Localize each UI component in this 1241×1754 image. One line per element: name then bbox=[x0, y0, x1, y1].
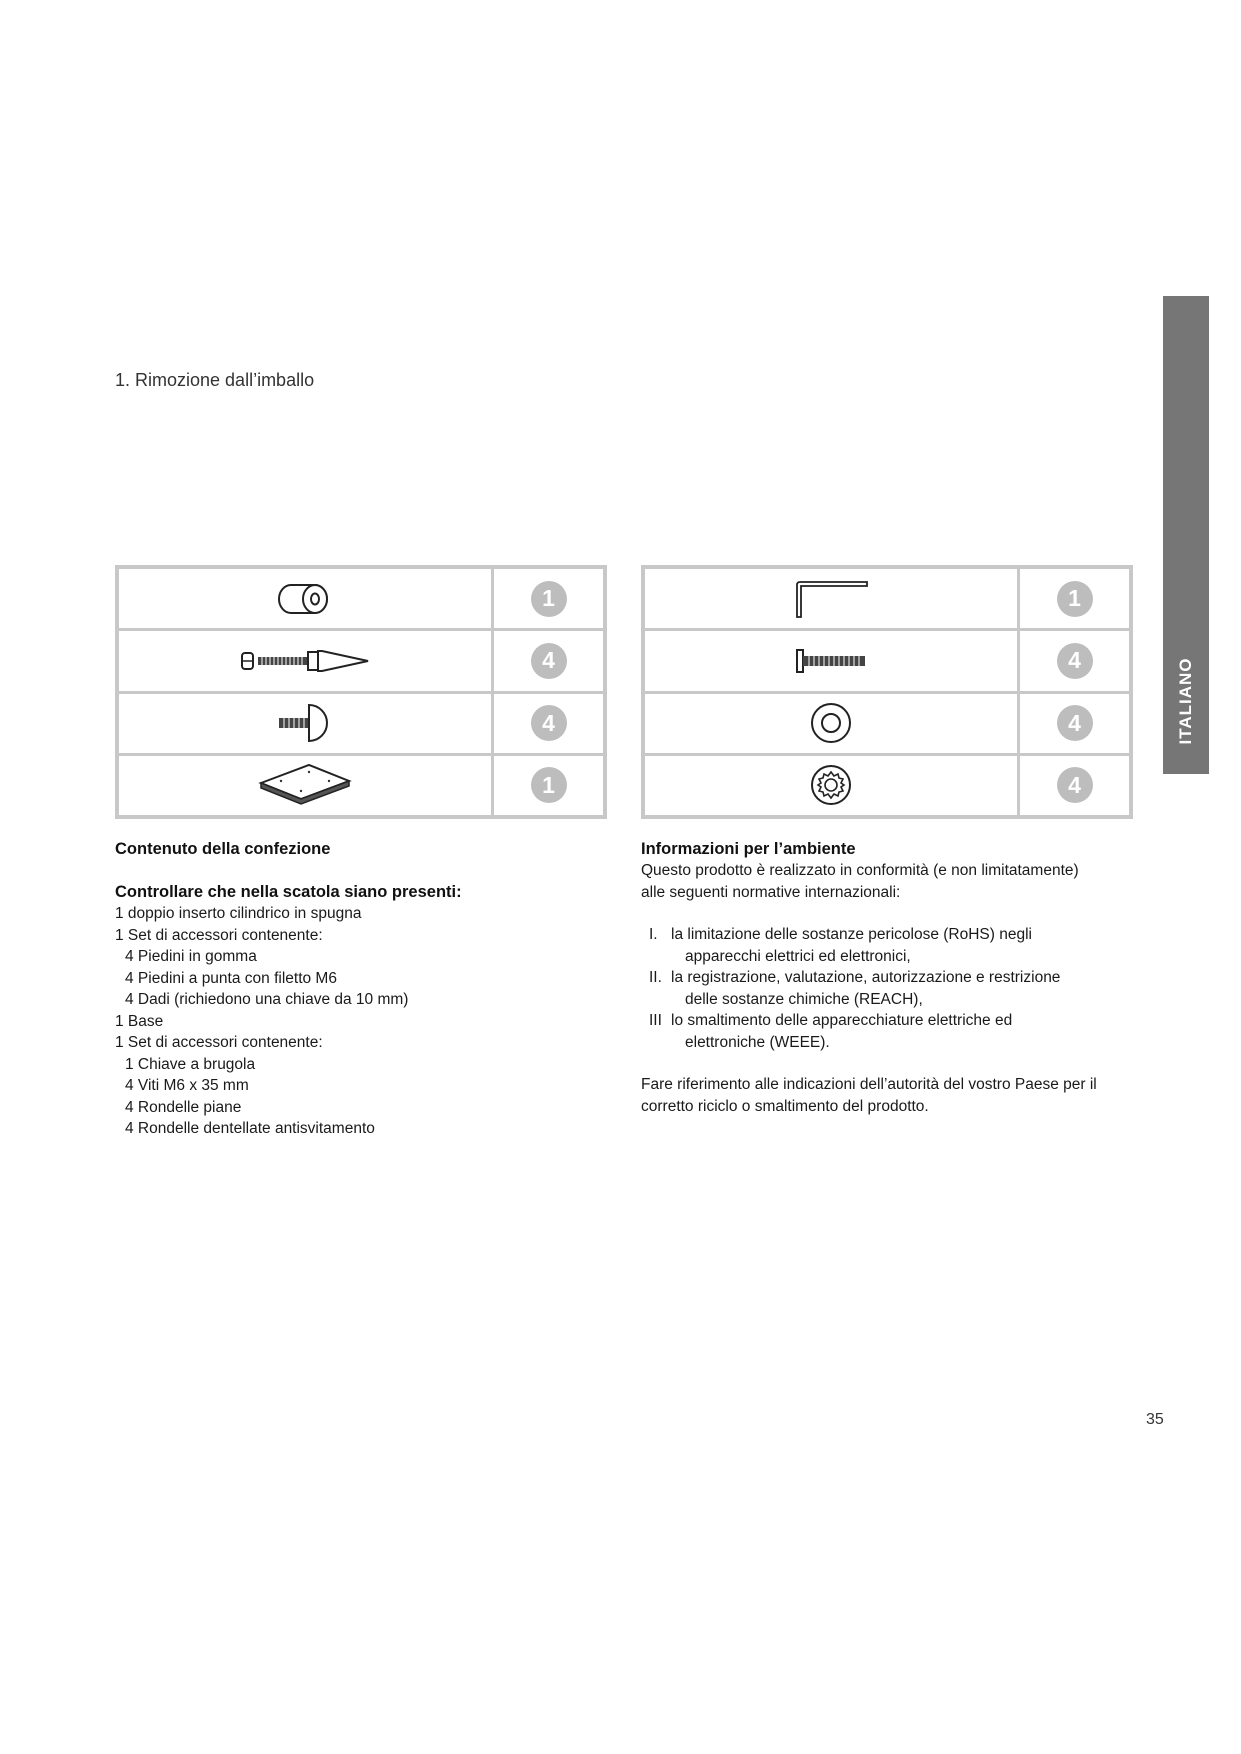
qty-badge: 4 bbox=[1057, 767, 1093, 803]
list-item: 1 Set di accessori contenente: bbox=[115, 1034, 323, 1051]
list-item-text: apparecchi elettrici ed elettronici, bbox=[685, 947, 911, 965]
part-illustration bbox=[119, 631, 491, 690]
part-illustration bbox=[119, 756, 491, 815]
list-item: 4 Dadi (richiedono una chiave da 10 mm) bbox=[125, 991, 409, 1008]
qty-badge: 1 bbox=[531, 581, 567, 617]
contents-heading: Contenuto della confezione bbox=[115, 840, 331, 858]
contents-list bbox=[115, 903, 605, 1140]
part-qty-cell bbox=[494, 569, 603, 628]
qty-badge: 1 bbox=[531, 767, 567, 803]
part-illustration bbox=[119, 694, 491, 753]
environment-heading: Informazioni per l’ambiente bbox=[641, 840, 856, 858]
part-illustration bbox=[645, 756, 1017, 815]
parts-table-left bbox=[115, 565, 607, 819]
environment-footer: Fare riferimento alle indicazioni dell’autorità del vostro Paese per il bbox=[641, 1076, 1097, 1093]
language-tab-label: ITALIANO bbox=[1176, 657, 1195, 745]
qty-badge: 4 bbox=[1057, 643, 1093, 679]
language-tab bbox=[1163, 296, 1209, 774]
list-item-text: elettroniche (WEEE). bbox=[685, 1033, 830, 1051]
part-qty-cell bbox=[494, 756, 603, 815]
list-item bbox=[641, 967, 1141, 989]
page-number: 35 bbox=[1146, 1411, 1164, 1428]
screw-m6-icon bbox=[795, 646, 867, 676]
part-illustration bbox=[119, 569, 491, 628]
list-item: 4 Piedini in gomma bbox=[125, 948, 257, 965]
spike-foot-with-nut-icon bbox=[240, 646, 370, 676]
part-qty-cell bbox=[1020, 756, 1129, 815]
qty-badge: 4 bbox=[1057, 705, 1093, 741]
package-contents bbox=[115, 838, 605, 1140]
list-item: 4 Piedini a punta con filetto M6 bbox=[125, 969, 337, 987]
list-item-number: II. bbox=[649, 969, 662, 986]
toothed-washer-icon bbox=[809, 763, 853, 807]
list-item-text: delle sostanze chimiche (REACH), bbox=[685, 990, 923, 1008]
part-qty-cell bbox=[1020, 569, 1129, 628]
list-item-number: III bbox=[649, 1012, 662, 1029]
part-qty-cell bbox=[1020, 631, 1129, 690]
qty-badge: 4 bbox=[531, 705, 567, 741]
list-item: 1 Base bbox=[115, 1012, 164, 1030]
part-illustration bbox=[645, 569, 1017, 628]
list-item-text: lo smaltimento delle apparecchiature elettriche ed bbox=[671, 1012, 1013, 1029]
list-item bbox=[641, 924, 1141, 946]
environment-intro: Questo prodotto è realizzato in conformità (e non limitatamente) bbox=[641, 862, 1079, 879]
rubber-foot-icon bbox=[275, 701, 335, 745]
hex-key-icon bbox=[791, 579, 871, 619]
part-illustration bbox=[645, 631, 1017, 690]
qty-badge: 1 bbox=[1057, 581, 1093, 617]
list-item: 1 doppio inserto cilindrico in spugna bbox=[115, 905, 362, 922]
part-qty-cell bbox=[1020, 694, 1129, 753]
check-heading: Controllare che nella scatola siano presenti: bbox=[115, 883, 462, 901]
parts-table-right bbox=[641, 565, 1133, 819]
list-item-text: la limitazione delle sostanze pericolose (RoHS) negli bbox=[671, 926, 1032, 943]
list-item: 4 Rondelle piane bbox=[125, 1098, 242, 1116]
list-item: 1 Chiave a brugola bbox=[125, 1055, 256, 1073]
list-item-text: la registrazione, valutazione, autorizzazione e restrizione bbox=[671, 969, 1061, 986]
environment-intro: alle seguenti normative internazionali: bbox=[641, 883, 901, 901]
base-plate-icon bbox=[257, 761, 353, 809]
section-title: 1. Rimozione dall’imballo bbox=[115, 370, 315, 390]
environment-info bbox=[641, 838, 1141, 1117]
list-item-number: I. bbox=[649, 926, 658, 943]
flat-washer-icon bbox=[809, 701, 853, 745]
qty-badge: 4 bbox=[531, 643, 567, 679]
part-qty-cell bbox=[494, 631, 603, 690]
environment-footer: corretto riciclo o smaltimento del prodotto. bbox=[641, 1097, 929, 1115]
list-item: 4 Rondelle dentellate antisvitamento bbox=[125, 1120, 375, 1137]
part-illustration bbox=[645, 694, 1017, 753]
list-item: 4 Viti M6 x 35 mm bbox=[125, 1077, 249, 1094]
part-qty-cell bbox=[494, 694, 603, 753]
foam-cylinder-insert-icon bbox=[275, 577, 335, 621]
list-item bbox=[641, 1010, 1141, 1032]
list-item: 1 Set di accessori contenente: bbox=[115, 926, 323, 944]
